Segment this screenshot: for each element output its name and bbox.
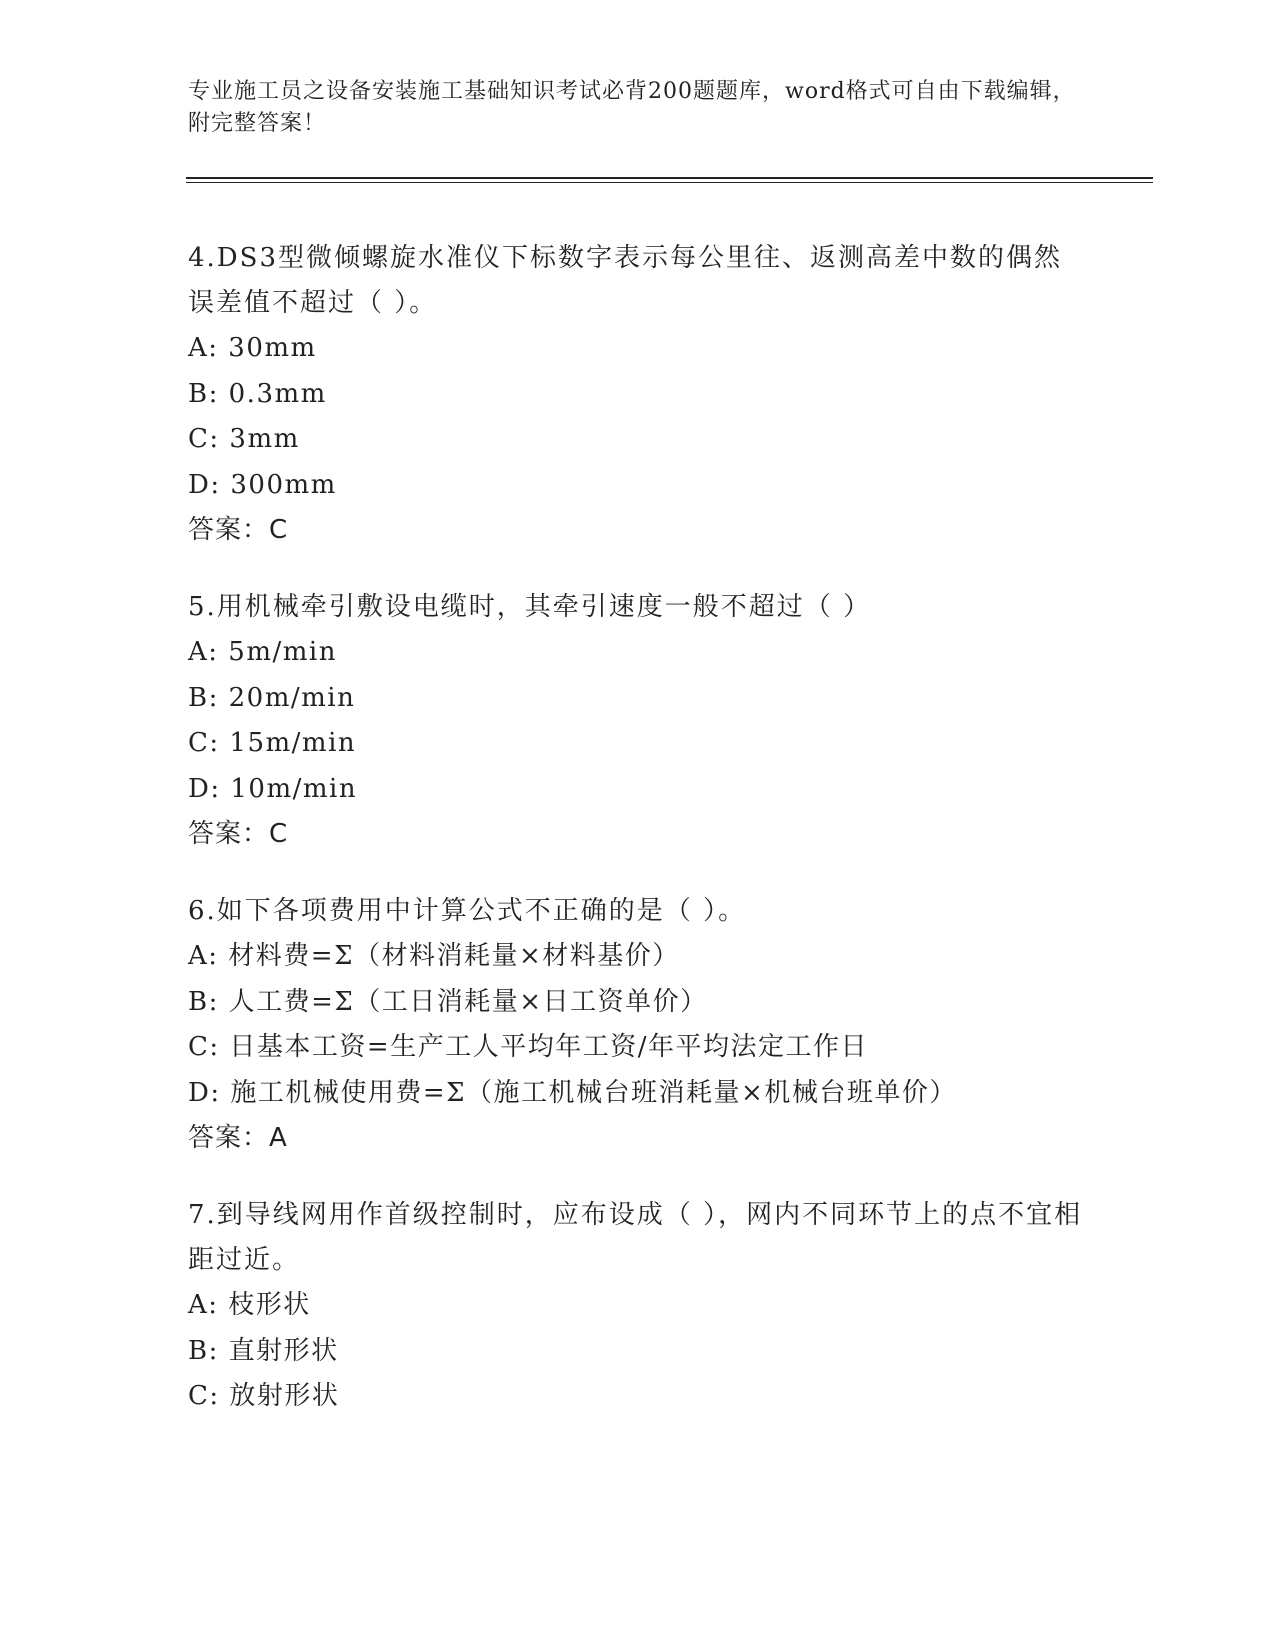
option-a: A: 30mm <box>188 333 317 363</box>
answer-line: 答案：C <box>188 819 289 849</box>
question-5 <box>188 585 1088 857</box>
question-7 <box>188 1193 1088 1420</box>
option-b: B: 人工费=Σ（工日消耗量×日工资单价） <box>188 986 708 1017</box>
option-a: A: 材料费=Σ（材料消耗量×材料基价） <box>188 941 680 971</box>
option-a: A: 5m/min <box>188 637 337 667</box>
answer-line: 答案：C <box>188 515 289 545</box>
question-stem: 5.用机械牵引敷设电缆时，其牵引速度一般不超过（ ） <box>188 592 872 622</box>
question-stem: 4.DS3型微倾螺旋水准仪下标数字表示每公里往、返测高差中数的偶然误差值不超过（ ）。 <box>188 243 1063 318</box>
option-c: C: 15m/min <box>188 728 357 758</box>
header-divider <box>186 177 1153 183</box>
question-list <box>188 236 1088 1452</box>
option-b: B: 0.3mm <box>188 378 327 409</box>
option-d: D: 施工机械使用费=Σ（施工机械台班消耗量×机械台班单价） <box>188 1077 957 1108</box>
option-c: C: 3mm <box>188 424 300 454</box>
option-a: A: 枝形状 <box>188 1290 311 1320</box>
question-stem: 7.到导线网用作首级控制时，应布设成（ ），网内不同环节上的点不宜相距过近。 <box>188 1200 1083 1275</box>
question-4 <box>188 236 1088 553</box>
answer-line: 答案：A <box>188 1123 288 1153</box>
option-b: B: 直射形状 <box>188 1335 339 1366</box>
option-c: C: 放射形状 <box>188 1381 340 1411</box>
option-c: C: 日基本工资=生产工人平均年工资/年平均法定工作日 <box>188 1032 868 1062</box>
option-d: D: 10m/min <box>188 773 358 804</box>
document-header <box>188 76 1088 140</box>
document-title: 专业施工员之设备安装施工基础知识考试必背200题题库，word格式可自由下载编辑，附完整答案！ <box>188 79 1076 136</box>
question-6 <box>188 889 1088 1161</box>
question-stem: 6.如下各项费用中计算公式不正确的是（ ）。 <box>188 896 747 926</box>
option-d: D: 300mm <box>188 469 337 500</box>
option-b: B: 20m/min <box>188 682 356 713</box>
